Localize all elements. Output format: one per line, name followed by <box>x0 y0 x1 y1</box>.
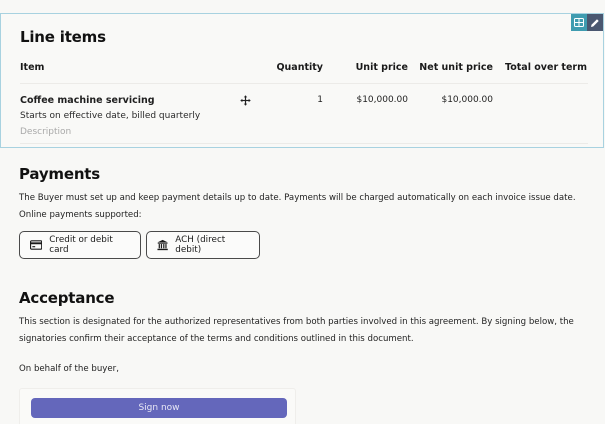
column-quantity: Quantity <box>276 62 323 73</box>
payments-description: The Buyer must set up and keep payment details up to date. Payments will be charged automatically on each invoice issue date. Online payments supported: <box>19 193 576 220</box>
move-cursor-icon <box>240 91 251 110</box>
line-items-table <box>20 62 588 144</box>
acceptance-description: This section is designated for the authorized representatives from both parties involved in this agreement. By signing below, the signatories confirm their acceptance of the terms and conditions outlined in this document. <box>19 317 574 344</box>
item-unit-price: $10,000.00 <box>356 95 408 105</box>
item-billing-terms: Starts on effective date, billed quarterly <box>20 111 201 121</box>
table-header <box>20 62 588 84</box>
line-items-title: Line items <box>20 28 106 46</box>
item-name: Coffee machine servicing <box>20 95 155 106</box>
buyer-signature-box <box>19 388 296 424</box>
credit-card-option-label: Credit or debit card <box>49 235 113 255</box>
item-net-unit-price: $10,000.00 <box>441 95 493 105</box>
edit-button[interactable] <box>587 14 603 31</box>
ach-option-button[interactable] <box>146 231 260 259</box>
payments-title: Payments <box>19 165 101 183</box>
column-item: Item <box>20 62 45 73</box>
column-net-unit-price: Net unit price <box>419 62 493 73</box>
column-unit-price: Unit price <box>355 62 408 73</box>
table-grid-button[interactable] <box>571 14 587 31</box>
ach-option-label: ACH (direct debit) <box>175 235 226 255</box>
credit-card-icon <box>30 240 42 250</box>
on-behalf-of-buyer-label: On behalf of the buyer, <box>19 364 119 374</box>
table-row[interactable] <box>20 84 588 144</box>
pencil-icon <box>590 18 600 28</box>
table-grid-icon <box>574 18 584 27</box>
item-description-field[interactable]: Description <box>20 127 72 137</box>
sign-now-button[interactable]: Sign now <box>31 398 287 418</box>
block-toolbar <box>571 14 603 31</box>
column-total-over-term: Total over term <box>505 62 587 73</box>
acceptance-title: Acceptance <box>19 289 115 307</box>
bank-icon <box>157 239 168 251</box>
item-quantity: 1 <box>317 95 323 105</box>
credit-card-option-button[interactable] <box>19 231 141 259</box>
line-items-block[interactable] <box>0 13 604 148</box>
